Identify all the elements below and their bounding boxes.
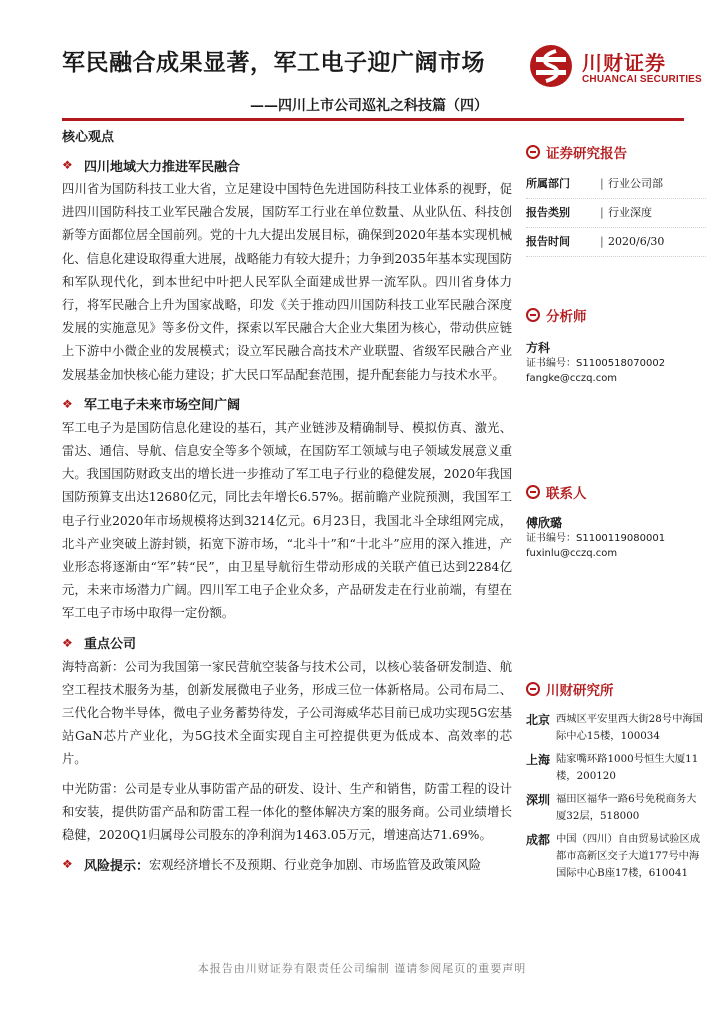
contact-email[interactable]: fuxinlu@cczq.com	[526, 548, 618, 559]
logo-chinese-name: 川财证券	[582, 51, 666, 75]
minus-circle-icon	[526, 485, 540, 499]
section-heading: ❖ 四川地域大力推进军民融合	[62, 158, 241, 175]
risk-warning: ❖ 风险提示： 宏观经济增长不及预期、行业竞争加剧、市场监管及政策风险	[62, 857, 482, 874]
section-heading: ❖ 重点公司	[62, 635, 137, 653]
sidebar-analyst-heading: 分析师	[526, 305, 706, 325]
report-subtitle: ——四川上市公司巡礼之科技篇（四）	[250, 98, 488, 114]
info-row: 报告类别 | 行业深度	[526, 199, 706, 228]
minus-circle-icon	[526, 308, 540, 322]
address-item: 深圳 福田区福华一路6号免税商务大厦32层，518000	[526, 793, 697, 822]
section-paragraph: 中光防雷：公司是专业从事防雷产品的研发、设计、生产和销售，防雷工程的设计和安装，提供防雷产品和防雷工程一体化的整体解决方案的服务商。公司业绩增长稳健，2020Q1归属母公司股东的净利润为1463.05万元，增速高达71.69%。	[62, 781, 512, 843]
contact-name: 傅欣璐	[526, 516, 563, 530]
diamond-bullet-icon: ❖	[62, 635, 73, 650]
main-content	[62, 128, 512, 875]
sidebar-report-heading: 证券研究报告	[526, 142, 706, 162]
address-item: 成都 中国（四川）自由贸易试验区成都市高新区交子大道177号中海国际中心B座17楼，610041	[526, 833, 701, 879]
company-logo	[528, 40, 702, 92]
address-list	[526, 711, 706, 882]
core-view-title: 核心观点	[62, 130, 115, 145]
risk-text: 宏观经济增长不及预期、行业竞争加剧、市场监管及政策风险	[149, 858, 482, 873]
info-row: 所属部门 | 行业公司部	[526, 170, 706, 199]
analyst-name: 方科	[526, 341, 551, 355]
section-paragraph: 海特高新：公司为我国第一家民营航空装备与技术公司，以核心装备研发制造、航空工程技术服务为基，创新发展微电子业务，形成三位一体新格局。公司布局二、三代化合物半导体，微电子业务蓄势待发，子公司海威华芯目前已成功实现5G宏基站GaN芯片产业化，为5G技术全面实现自主可控提供更为低成本、高效率的芯片。	[62, 659, 512, 767]
section-paragraph: 四川省为国防科技工业大省，立足建设中国特色先进国防科技工业体系的视野，促进四川国防科技工业军民融合发展，国防军工行业在单位数量、从业队伍、科技创新等方面都位居全国前列。党的十九大提出发展目标，确保到2020年基本实现机械化、信息化建设取得重大进展，战略能力有较大提升；力争到2035年基本实现国防和军队现代化，到本世纪中叶把人民军队全面建成世界一流军队。四川省身体力行，将军民融合上升为国家战略，印发《关于推动四川国防科技工业军民融合深度发展的实施意见》等多份文件，探索以军民融合大企业大集团为核心，带动供应链上下游中小微企业的发展模式；设立军民融合高技术产业联盟、省级军民融合产业发展基金加快核心能力建设；扩大民口军品配套范围，提升配套能力与技术水平。	[62, 182, 512, 382]
page-footer: 本报告由川财证券有限责任公司编制 谨请参阅尾页的重要声明	[197, 962, 527, 975]
contact-card	[526, 514, 706, 561]
minus-circle-icon	[526, 145, 540, 159]
header-rule	[62, 118, 684, 121]
contact-cert: 证书编号：S1100119080001	[526, 533, 666, 544]
logo-english-name: CHUANCAI SECURITIES	[582, 74, 702, 85]
analyst-email[interactable]: fangke@cczq.com	[526, 373, 618, 384]
analyst-card	[526, 339, 706, 386]
logo-emblem-icon	[528, 43, 574, 89]
address-item: 北京 西城区平安里西大街28号中海国际中心15楼，100034	[526, 713, 703, 742]
info-row: 报告时间 | 2020/6/30	[526, 228, 706, 257]
section-paragraph: 军工电子为是国防信息化建设的基石，其产业链涉及精确制导、模拟仿真、激光、雷达、通信、导航、信息安全等多个领域，在国防军工领域与电子领域发展意义重大。我国国防财政支出的增长进一步推动了军工电子行业的稳健发展，2020年我国国防预算支出达12680亿元，同比去年增长6.57%。据前瞻产业院预测，我国军工电子行业2020年市场规模将达到3214亿元。6月23日，我国北斗全球组网完成，北斗产业突破上游封锁，拓宽下游市场，“北斗十”和“十北斗”应用的深入推进，产业形态将逐渐由“军”转“民”，由卫星导航衍生带动形成的关联产值已达到2284亿元，未来市场潜力广阔。四川军工电子企业众多，产品研发走在行业前端，有望在军工电子市场中取得一定份额。	[62, 420, 512, 621]
report-info	[526, 170, 706, 257]
analyst-cert: 证书编号：S1100518070002	[526, 358, 666, 369]
report-title: 军民融合成果显著，军工电子迎广阔市场	[62, 49, 485, 76]
section-heading: ❖ 军工电子未来市场空间广阔	[62, 396, 241, 414]
address-item: 上海 陆家嘴环路1000号恒生大厦11楼，200120	[526, 753, 699, 782]
diamond-bullet-icon: ❖	[62, 158, 73, 172]
minus-circle-icon	[526, 682, 540, 696]
sidebar-contact-heading: 联系人	[526, 482, 706, 502]
sidebar	[526, 138, 706, 888]
diamond-bullet-icon: ❖	[62, 857, 73, 872]
sidebar-institute-heading: 川财研究所	[526, 679, 706, 699]
diamond-bullet-icon: ❖	[62, 396, 73, 411]
